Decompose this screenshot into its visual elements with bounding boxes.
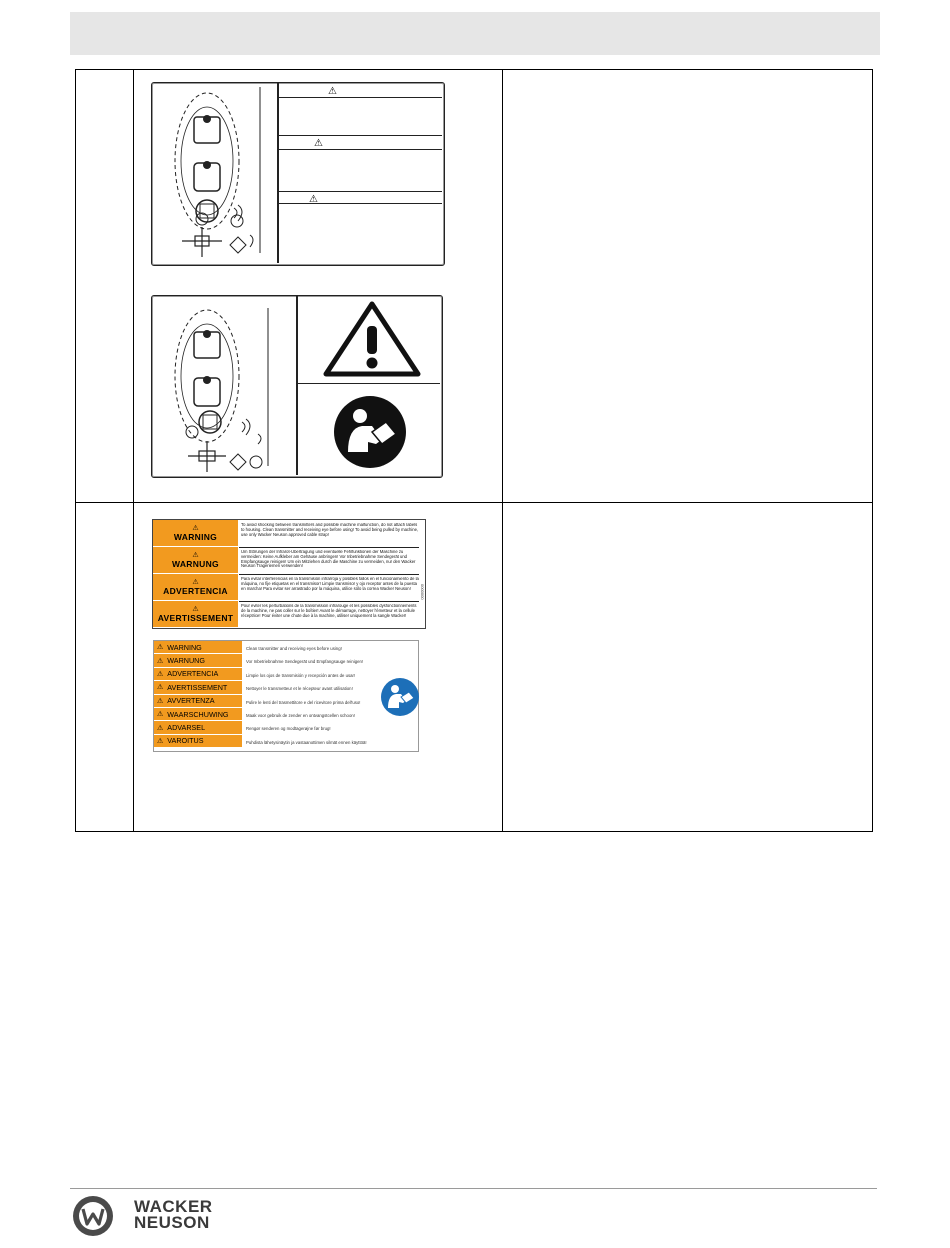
operating-range-diagram xyxy=(152,83,444,265)
warning-triangle-icon: ⚠ xyxy=(309,194,318,205)
warning-text-de: Um Störungen der Infrarot-Übertragung und eventuelle Fehlfunktionen der Maschine zu vermeiden: Keine Aufkleber am Gehäuse anbringen! Vor Inbetriebnahme Sendegerät und Empfangsauge reinigen! Um ein Mitziehen durch die Maschine zu vermeiden, nur den Wacker Neuson Trageriemen verwenden! xyxy=(241,550,416,569)
general-warning-triangle-icon xyxy=(322,300,422,380)
column-divider-1 xyxy=(133,70,134,831)
warning-triangle-icon: ⚠ xyxy=(192,551,199,559)
language-row: ⚠ ADVARSEL xyxy=(154,721,242,734)
warning-triangle-icon: ⚠ xyxy=(192,605,199,613)
language-text: Maak voor gebruik de zender en ontvangstcellen schoon! xyxy=(246,713,355,718)
language-text: Rengør senderen og modtagerøjne før brug! xyxy=(246,726,331,732)
warning-triangle-icon: ⚠ xyxy=(192,578,199,586)
warning-row: ⚠ AVERTISSEMENT xyxy=(153,601,238,628)
footer-rule xyxy=(70,1188,877,1189)
warning-triangle-icon: ⚠ xyxy=(157,657,164,665)
language-row: ⚠ WAARSCHUWING xyxy=(154,708,242,721)
language-row: ⚠ WARNING xyxy=(154,641,242,654)
warning-text-es: Para evitar interferencias en la transmisión infrarroja y posibles fallos en el funcionamiento de la máquina, no fije etiquetas en el transmisor! Limpie transmisor y ojo receptor antes de la puesta en marcha! Para evitar ser arrastrado por la máquina, utilice sólo la correa Wacker Neuson! xyxy=(241,577,419,591)
warning-decal-four-languages xyxy=(152,519,426,629)
wacker-neuson-logo-icon xyxy=(73,1196,113,1236)
warning-triangle-icon: ⚠ xyxy=(157,670,164,678)
decal-part-number: 0000000 xyxy=(420,584,425,600)
language-row: ⚠ ADVERTENCIA xyxy=(154,668,242,681)
warning-triangle-icon: ⚠ xyxy=(157,724,164,732)
warning-triangle-icon: ⚠ xyxy=(157,737,164,745)
language-text: Pulire le lenti del trasmettitore e del ricevitore prima dell'uso! xyxy=(246,699,361,705)
warning-triangle-icon: ⚠ xyxy=(314,138,323,149)
warning-triangle-icon: ⚠ xyxy=(157,644,164,652)
language-row: ⚠ WARNUNG xyxy=(154,654,242,667)
warning-triangle-icon: ⚠ xyxy=(157,711,164,719)
language-text: Clean transmitter and receiving eyes before using! xyxy=(246,646,342,651)
row-divider xyxy=(76,502,872,503)
warning-triangle-icon: ⚠ xyxy=(328,86,337,97)
clean-transmitter-decal-eight-languages xyxy=(153,640,419,752)
warning-text-fr: Pour éviter les perturbations de la transmission infrarouge et les possibles dysfonctionnements de la machine, ne pas coller sur le boîtier! Avant le démarrage, nettoyer l'émetteur et la cellule réceptrice! Pour éviter une chute due à la machine, utiliser uniquement la sangle Wacker! xyxy=(241,604,417,618)
read-manual-icon xyxy=(332,394,408,470)
decal-operating-range-text xyxy=(151,82,445,266)
warning-triangle-icon: ⚠ xyxy=(157,684,164,692)
language-row: ⚠ AVERTISSEMENT xyxy=(154,681,242,694)
language-row: ⚠ VAROITUS xyxy=(154,735,242,748)
language-text: Puhdista lähetysinäytin ja vastaanottimen silmät ennen käyttöä! xyxy=(246,739,367,745)
warning-triangle-icon: ⚠ xyxy=(157,697,164,705)
warning-row: ⚠ WARNING xyxy=(153,520,238,547)
column-divider-2 xyxy=(502,70,503,831)
language-text: Nettoyer le transmetteur et le récepteur avant utilisation! xyxy=(246,686,353,692)
warning-row: ⚠ WARNUNG xyxy=(153,547,238,574)
language-row: ⚠ AVVERTENZA xyxy=(154,695,242,708)
language-text: Limpie los ojos de transmisión y recepción antes de usar! xyxy=(246,672,356,678)
read-manual-icon xyxy=(380,677,420,717)
warning-text-en: To avoid shocking between transmitters and possible machine malfunction, do not attach labels to housing. Clean transmitter and receiving eye before using! To avoid being pulled by machine, use only Wacker Neuson approved cable strap! xyxy=(241,523,419,537)
warning-row: ⚠ ADVERTENCIA xyxy=(153,574,238,601)
decal-operating-range-pictogram xyxy=(151,295,443,478)
language-text: Vor Inbetriebnahme Sendegerät und Empfangsauge reinigen! xyxy=(246,659,364,665)
warning-triangle-icon: ⚠ xyxy=(192,524,199,532)
page-header-bar xyxy=(70,12,880,55)
brand-wordmark: WACKER NEUSON xyxy=(134,1197,213,1232)
